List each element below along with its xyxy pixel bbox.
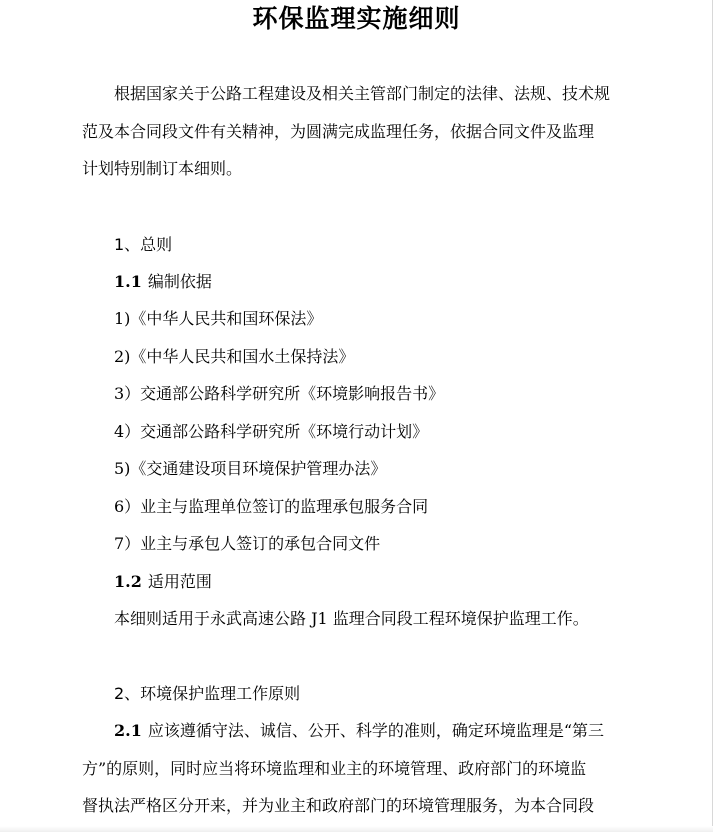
principle-text: 应该遵循守法、诚信、公开、科学的准则，确定环境监理是“第三 bbox=[147, 721, 605, 740]
subsection-number: 1.1 bbox=[114, 272, 142, 291]
scope-text: 本细则适用于永武高速公路 J1 监理合同段工程环境保护监理工作。 bbox=[114, 609, 589, 628]
basis-list-item: 7）业主与承包人签订的承包合同文件 bbox=[114, 534, 381, 553]
principle-paragraph bbox=[82, 712, 637, 825]
subsection-1-2-heading bbox=[114, 571, 212, 593]
section-2-heading: 2、环境保护监理工作原则 bbox=[114, 684, 301, 703]
subsection-title: 编制依据 bbox=[147, 272, 212, 291]
subsection-1-1-heading bbox=[114, 271, 212, 293]
page-bottom-edge bbox=[0, 826, 713, 832]
section-1-heading: 1、总则 bbox=[114, 235, 173, 254]
intro-paragraph bbox=[82, 75, 637, 188]
principle-line: 方”的原则，同时应当将环境监理和业主的环境管理、政府部门的环境监 bbox=[82, 758, 587, 778]
subsection-title: 适用范围 bbox=[147, 572, 212, 591]
basis-list-item: 1)《中华人民共和国环保法》 bbox=[114, 309, 323, 328]
principle-number: 2.1 bbox=[114, 721, 142, 740]
basis-list-item: 4）交通部公路科学研究所《环境行动计划》 bbox=[114, 422, 429, 441]
basis-list-item: 5)《交通建设项目环境保护管理办法》 bbox=[114, 459, 387, 478]
subsection-number: 1.2 bbox=[114, 572, 142, 591]
intro-line: 计划特别制订本细则。 bbox=[82, 159, 243, 178]
principle-line bbox=[82, 712, 637, 750]
basis-list-item: 6）业主与监理单位签订的监理承包服务合同 bbox=[114, 497, 429, 516]
document-title: 环保监理实施细则 bbox=[252, 4, 461, 33]
basis-list-item: 2)《中华人民共和国水土保持法》 bbox=[114, 347, 355, 366]
principle-line: 督执法严格区分开来，并为业主和政府部门的环境管理服务，为本合同段 bbox=[82, 796, 595, 815]
intro-line: 范及本合同段文件有关精神，为圆满完成监理任务，依据合同文件及监理 bbox=[82, 121, 595, 141]
intro-line: 根据国家关于公路工程建设及相关主管部门制定的法律、法规、技术规 bbox=[114, 84, 611, 103]
basis-list-item: 3）交通部公路科学研究所《环境影响报告书》 bbox=[114, 384, 445, 403]
